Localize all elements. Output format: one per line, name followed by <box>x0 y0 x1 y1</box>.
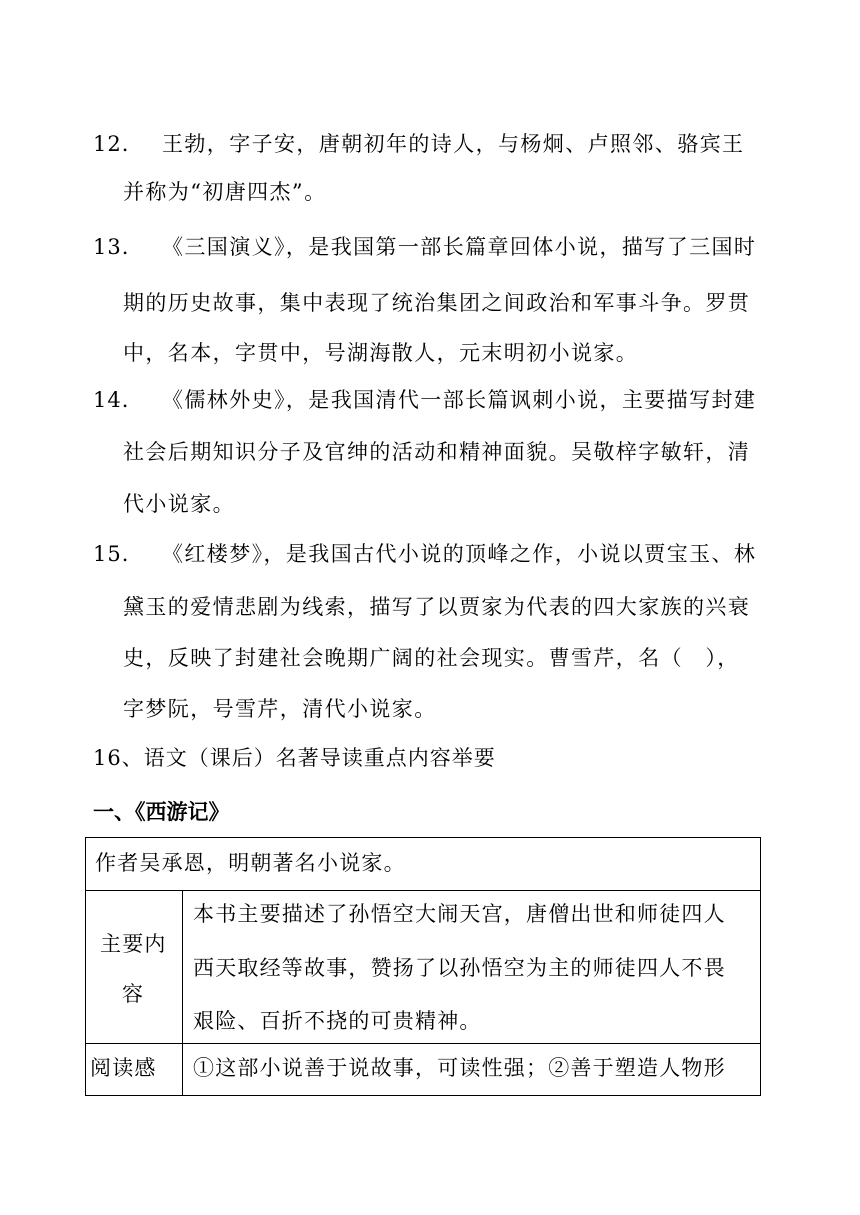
item-text-line: 《红楼梦》，是我国古代小说的顶峰之作，小说以贾宝玉、林 <box>162 542 757 566</box>
item-text-line: 黛玉的爱情悲剧为线索，描写了以贾家为代表的四大家族的兴衰 <box>123 595 751 619</box>
item-text-line: 并称为“初唐四杰”。 <box>123 180 327 204</box>
section-title: 一、《西游记》 <box>93 800 230 824</box>
item-text-line: 中，名本，字贯中，号湖海散人，元末明初小说家。 <box>123 341 639 365</box>
item-text-line: 代小说家。 <box>123 492 235 516</box>
item-text-line: 社会后期知识分子及官绅的活动和精神面貌。吴敬梓字敏轩，清 <box>123 440 751 464</box>
subheading: 16、语文（课后）名著导读重点内容举要 <box>93 746 496 770</box>
item-text-line: 王勃，字子安，唐朝初年的诗人，与杨炯、卢照邻、骆宾王 <box>162 132 745 156</box>
item-text-line: 期的历史故事，集中表现了统治集团之间政治和军事斗争。罗贯 <box>123 291 751 315</box>
row-content-line: 本书主要描述了孙悟空大闹天宫，唐僧出世和师徒四人 <box>193 902 726 926</box>
item-number: 14. <box>93 388 130 412</box>
row-content-line: 西天取经等故事，赞扬了以孙悟空为主的师徒四人不畏 <box>193 956 726 980</box>
item-number: 13. <box>93 235 130 259</box>
row-content-line: 艰险、百折不挠的可贵精神。 <box>193 1009 482 1033</box>
row-label-line: 容 <box>122 982 145 1006</box>
row-content-line: ①这部小说善于说故事，可读性强；②善于塑造人物形 <box>193 1056 726 1080</box>
table-divider <box>86 890 760 891</box>
item-number: 12. <box>93 132 130 156</box>
row-label-line: 主要内 <box>100 932 167 956</box>
item-text-line: 《儒林外史》，是我国清代一部长篇讽刺小说，主要描写封建 <box>162 388 757 412</box>
item-text-line: 史，反映了封建社会晚期广阔的社会现实。曹雪芹，名（ ）， <box>123 646 740 670</box>
table-divider <box>86 1043 760 1044</box>
item-text-line: 《三国演义》，是我国第一部长篇章回体小说，描写了三国时 <box>162 235 757 259</box>
info-table <box>85 837 761 1096</box>
author-cell: 作者吴承恩，明朝著名小说家。 <box>95 851 406 875</box>
table-column-divider <box>182 891 183 1095</box>
item-number: 15. <box>93 542 130 566</box>
row-label-line: 阅读感 <box>90 1056 157 1080</box>
item-text-line: 字梦阮，号雪芹，清代小说家。 <box>123 697 437 721</box>
